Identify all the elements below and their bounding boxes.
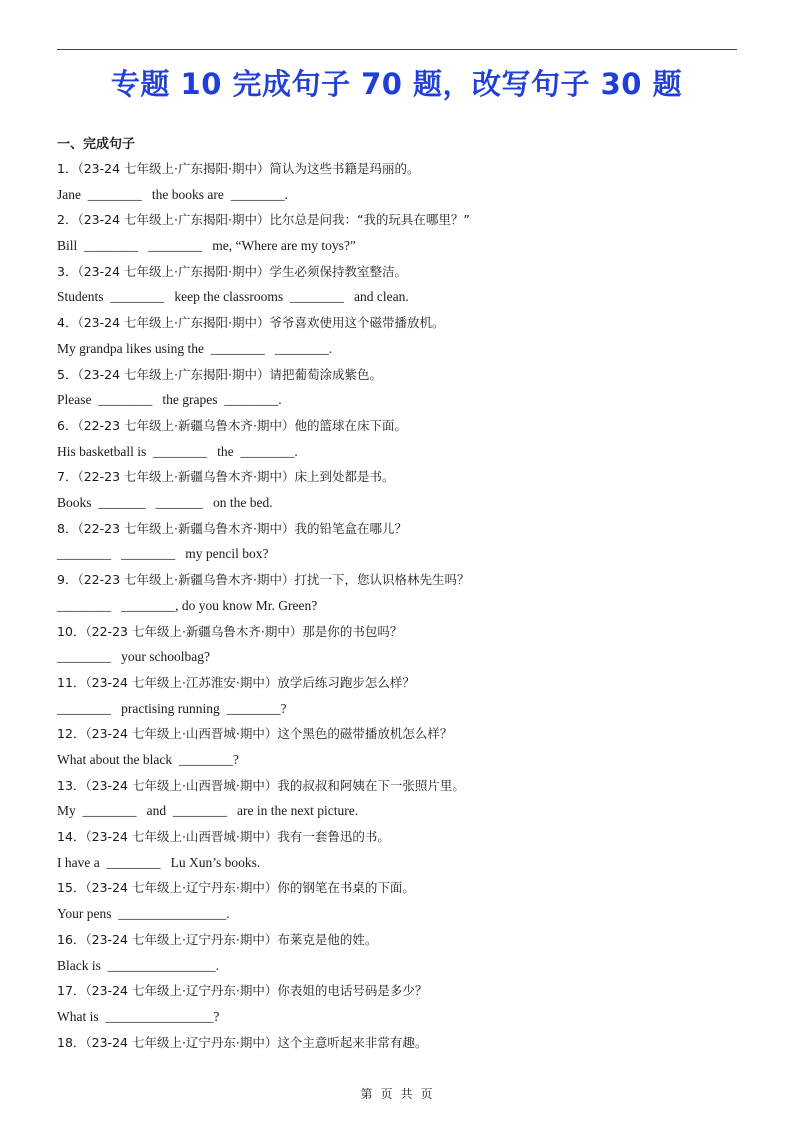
answer-text: My grandpa likes using the ________ ________. bbox=[57, 340, 333, 356]
question-prompt: 14．（23-24 七年级上·山西晋城·期中）我有一套鲁迅的书。 bbox=[57, 829, 390, 845]
question-item bbox=[57, 723, 737, 774]
answer-line bbox=[57, 389, 737, 415]
question-prompt: 1．（23-24 七年级上·广东揭阳·期中）简认为这些书籍是玛丽的。 bbox=[57, 161, 420, 176]
answer-text: ________ ________ my pencil box? bbox=[57, 546, 269, 562]
answer-text: My ________ and ________ are in the next picture. bbox=[57, 803, 359, 819]
answer-text: Books _______ _______ on the bed. bbox=[57, 495, 273, 511]
question-item bbox=[57, 415, 737, 466]
answer-line bbox=[57, 852, 737, 878]
question-item bbox=[57, 1032, 737, 1083]
question-prompt: 2．（23-24 七年级上·广东揭阳·期中）比尔总是问我：“我的玩具在哪里？” bbox=[57, 212, 470, 228]
answer-text: What about the black ________? bbox=[57, 751, 239, 767]
answer-line bbox=[57, 184, 737, 210]
question-item bbox=[57, 209, 737, 260]
answer-line bbox=[57, 698, 737, 724]
question-item bbox=[57, 980, 737, 1031]
question-prompt: 6．（22-23 七年级上·新疆乌鲁木齐·期中）他的篮球在床下面。 bbox=[57, 417, 407, 433]
answer-line bbox=[57, 441, 737, 467]
footer-word: 共 bbox=[400, 1087, 413, 1101]
answer-text: I have a ________ Lu Xun’s books. bbox=[57, 854, 261, 870]
answer-text: ________ your schoolbag? bbox=[57, 649, 210, 665]
answer-line bbox=[57, 903, 737, 929]
question-prompt: 10．（22-23 七年级上·新疆乌鲁木齐·期中）那是你的书包吗？ bbox=[57, 623, 403, 639]
page-footer bbox=[0, 1085, 793, 1102]
question-prompt: 18．（23-24 七年级上·辽宁丹东·期中）这个主意听起来非常有趣。 bbox=[57, 1034, 428, 1050]
answer-text: Black is ________________. bbox=[57, 957, 219, 973]
question-item bbox=[57, 261, 737, 312]
answer-text: Jane ________ the books are ________. bbox=[57, 186, 288, 202]
answer-text: Bill ________ ________ me, “Where are my toys?” bbox=[57, 238, 356, 254]
question-prompt: 17．（23-24 七年级上·辽宁丹东·期中）你表姐的电话号码是多少？ bbox=[57, 983, 428, 999]
question-prompt: 5．（23-24 七年级上·广东揭阳·期中）请把葡萄涂成紫色。 bbox=[57, 366, 382, 382]
answer-line bbox=[57, 1006, 737, 1032]
question-prompt: 7．（22-23 七年级上·新疆乌鲁木齐·期中）床上到处都是书。 bbox=[57, 469, 395, 485]
answer-line bbox=[57, 749, 737, 775]
answer-line bbox=[57, 543, 737, 569]
question-prompt: 3．（23-24 七年级上·广东揭阳·期中）学生必须保持教室整洁。 bbox=[57, 263, 407, 279]
top-rule bbox=[57, 49, 737, 50]
section-title: 一、完成句子 bbox=[57, 137, 136, 152]
answer-text: ________ ________, do you know Mr. Green? bbox=[57, 597, 318, 613]
question-item bbox=[57, 621, 737, 672]
question-prompt: 11．（23-24 七年级上·江苏淮安·期中）放学后练习跑步怎么样？ bbox=[57, 674, 415, 690]
question-item bbox=[57, 826, 737, 877]
question-item bbox=[57, 929, 737, 980]
answer-line bbox=[57, 595, 737, 621]
question-item bbox=[57, 364, 737, 415]
question-item bbox=[57, 672, 737, 723]
answer-text: Please ________ the grapes ________. bbox=[57, 392, 282, 408]
question-item bbox=[57, 466, 737, 517]
answer-line bbox=[57, 338, 737, 364]
answer-text: What is ________________? bbox=[57, 1008, 220, 1024]
answer-text: ________ practising running ________? bbox=[57, 700, 287, 716]
footer-word: 页 bbox=[420, 1087, 433, 1101]
question-prompt: 8．（22-23 七年级上·新疆乌鲁木齐·期中）我的铅笔盒在哪儿？ bbox=[57, 520, 407, 536]
question-item bbox=[57, 518, 737, 569]
question-prompt: 16．（23-24 七年级上·辽宁丹东·期中）布莱克是他的姓。 bbox=[57, 931, 378, 947]
question-item bbox=[57, 158, 737, 209]
footer-word: 第 bbox=[360, 1087, 373, 1101]
answer-text: Students ________ keep the classrooms ________ and clean. bbox=[57, 289, 409, 305]
question-list bbox=[57, 158, 737, 1083]
answer-line bbox=[57, 286, 737, 312]
answer-line bbox=[57, 646, 737, 672]
question-prompt: 12．（23-24 七年级上·山西晋城·期中）这个黑色的磁带播放机怎么样？ bbox=[57, 726, 453, 742]
footer-word: 页 bbox=[380, 1087, 393, 1101]
question-item bbox=[57, 312, 737, 363]
answer-line bbox=[57, 1057, 737, 1083]
question-prompt: 9．（22-23 七年级上·新疆乌鲁木齐·期中）打扰一下，您认识格林先生吗？ bbox=[57, 572, 470, 588]
question-item bbox=[57, 877, 737, 928]
answer-text: His basketball is ________ the ________. bbox=[57, 443, 298, 459]
question-item bbox=[57, 775, 737, 826]
answer-line bbox=[57, 492, 737, 518]
answer-line bbox=[57, 955, 737, 981]
question-item bbox=[57, 569, 737, 620]
question-prompt: 4．（23-24 七年级上·广东揭阳·期中）爷爷喜欢使用这个磁带播放机。 bbox=[57, 315, 445, 331]
answer-line bbox=[57, 800, 737, 826]
question-prompt: 15．（23-24 七年级上·辽宁丹东·期中）你的钢笔在书桌的下面。 bbox=[57, 880, 415, 896]
answer-line bbox=[57, 235, 737, 261]
answer-text: Your pens ________________. bbox=[57, 906, 230, 922]
document-title: 专题 10 完成句子 70 题，改写句子 30 题 bbox=[110, 67, 683, 101]
question-prompt: 13．（23-24 七年级上·山西晋城·期中）我的叔叔和阿姨在下一张照片里。 bbox=[57, 777, 465, 793]
